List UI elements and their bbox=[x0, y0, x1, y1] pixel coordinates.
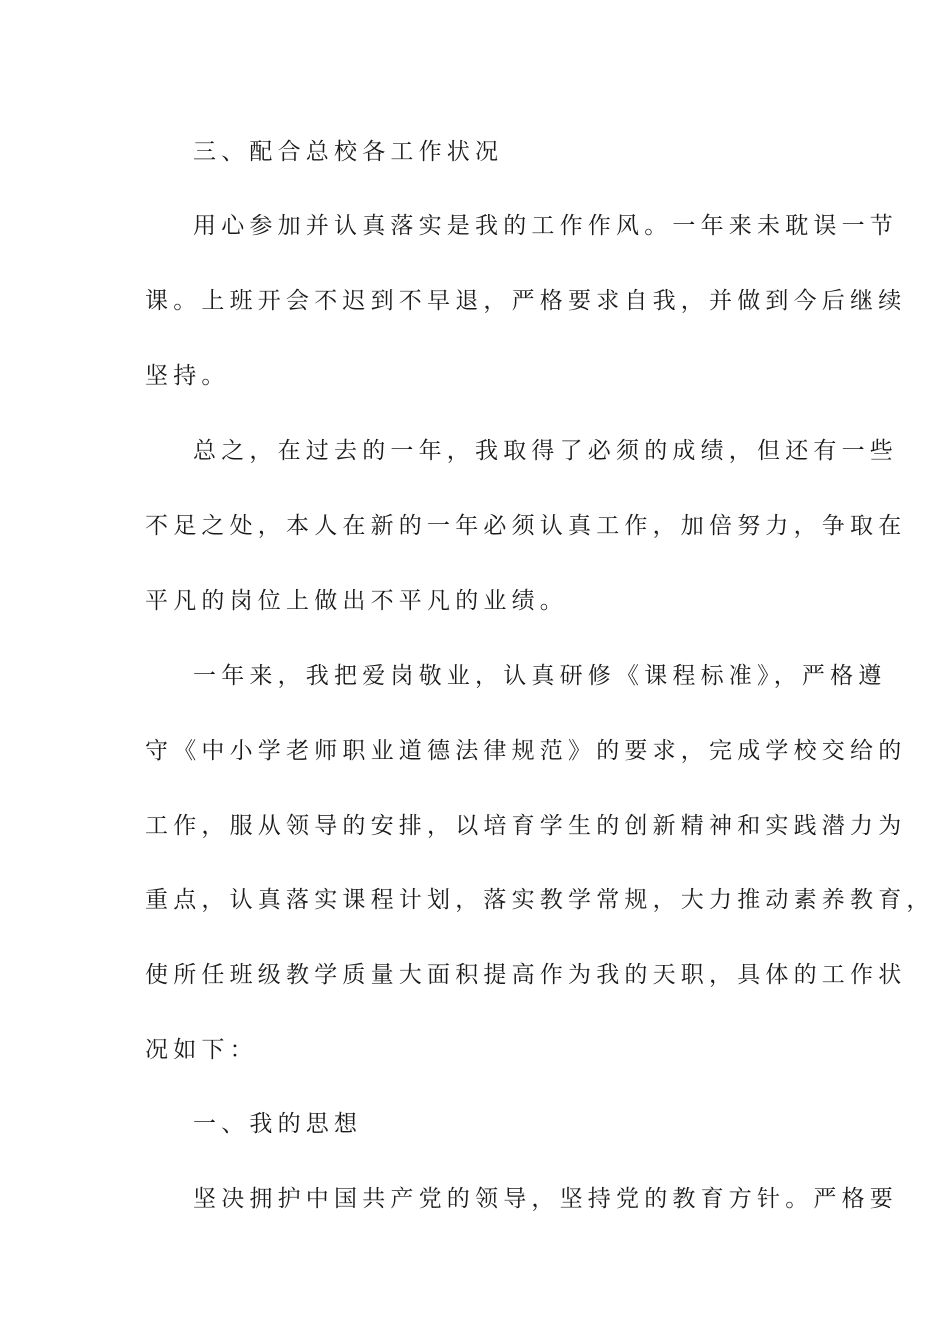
section-heading-3: 三、配合总校各工作状况 bbox=[193, 139, 504, 165]
paragraph-line: 总之，在过去的一年，我取得了必须的成绩，但还有一些 bbox=[193, 438, 898, 464]
paragraph-line: 使所任班级教学质量大面积提高作为我的天职，具体的工作状 bbox=[145, 962, 907, 988]
paragraph-line: 平凡的岗位上做出不平凡的业绩。 bbox=[145, 588, 568, 614]
paragraph-line: 用心参加并认真落实是我的工作作风。一年来未耽误一节 bbox=[193, 213, 898, 239]
section-heading-1: 一、我的思想 bbox=[193, 1111, 363, 1137]
paragraph-line: 坚持。 bbox=[145, 363, 230, 389]
paragraph-line: 坚决拥护中国共产党的领导，坚持党的教育方针。严格要 bbox=[193, 1186, 898, 1212]
paragraph-line: 工作，服从领导的安排，以培育学生的创新精神和实践潜力为 bbox=[145, 813, 907, 839]
paragraph-line: 一年来，我把爱岗敬业，认真研修《课程标准》，严格遵 bbox=[193, 663, 887, 689]
paragraph-line: 况如下： bbox=[145, 1037, 258, 1063]
paragraph-line: 重点，认真落实课程计划，落实教学常规，大力推动素养教育， bbox=[145, 887, 935, 913]
paragraph-line: 不足之处，本人在新的一年必须认真工作，加倍努力，争取在 bbox=[145, 513, 907, 539]
paragraph-line: 课。上班开会不迟到不早退，严格要求自我，并做到今后继续 bbox=[145, 288, 907, 314]
paragraph-line: 守《中小学老师职业道德法律规范》的要求，完成学校交给的 bbox=[145, 738, 907, 764]
